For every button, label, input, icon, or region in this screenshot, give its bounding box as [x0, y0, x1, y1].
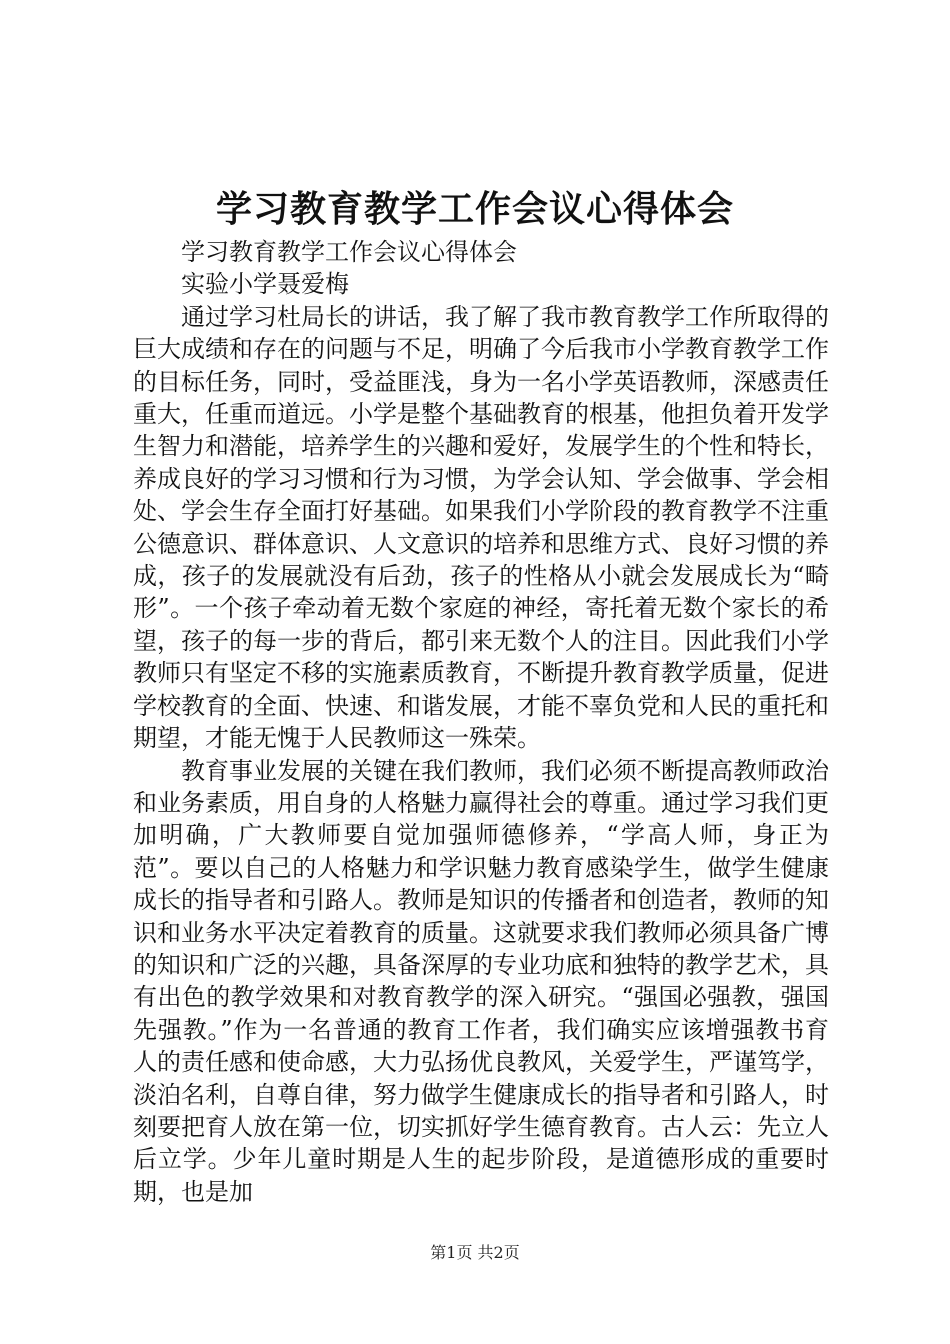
- document-body: [133, 236, 829, 1208]
- author-line: 实验小学聂爱梅: [181, 270, 349, 299]
- page-footer: 第1页 共2页: [430, 1243, 520, 1262]
- document-title: 学习教育教学工作会议心得体会: [215, 188, 734, 230]
- body-paragraph: 教育事业发展的关键在我们教师，我们必须不断提高教师政治和业务素质，用自身的人格魅力赢得社会的尊重。通过学习我们更加明确，广大教师要自觉加强师德修养，“学高人师，身正为范”。要以自己的人格魅力和学识魅力教育感染学生，做学生健康成长的指导者和引路人。教师是知识的传播者和创造者，教师的知识和业务水平决定着教育的质量。这就要求我们教师必须具备广博的知识和广泛的兴趣，具备深厚的专业功底和独特的教学艺术，具有出色的教学效果和对教育教学的深入研究。“强国必强教，强国先强教。”作为一名普通的教育工作者，我们确实应该增强教书育人的责任感和使命感，大力弘扬优良教风，关爱学生，严谨笃学，淡泊名利，自尊自律，努力做学生健康成长的指导者和引路人，时刻要把育人放在第一位，切实抓好学生德育教育。古人云：先立人后立学。少年儿童时期是人生的起步阶段，是道德形成的重要时期，也是加: [133, 756, 829, 1206]
- body-paragraph: 通过学习杜局长的讲话，我了解了我市教育教学工作所取得的巨大成绩和存在的问题与不足，明确了今后我市小学教育教学工作的目标任务，同时，受益匪浅，身为一名小学英语教师，深感责任重大，任重而道远。小学是整个基础教育的根基，他担负着开发学生智力和潜能，培养学生的兴趣和爱好，发展学生的个性和特长，养成良好的学习习惯和行为习惯，为学会认知、学会做事、学会相处、学会生存全面打好基础。如果我们小学阶段的教育教学不注重公德意识、群体意识、人文意识的培养和思维方式、良好习惯的养成，孩子的发展就没有后劲，孩子的性格从小就会发展成长为“畸形”。一个孩子牵动着无数个家庭的神经，寄托着无数个家长的希望，孩子的每一步的背后，都引来无数个人的注目。因此我们小学教师只有坚定不移的实施素质教育，不断提升教育教学质量，促进学校教育的全面、快速、和谐发展，才能不辜负党和人民的重托和期望，才能无愧于人民教师这一殊荣。: [133, 302, 829, 753]
- subtitle-line: 学习教育教学工作会议心得体会: [181, 238, 517, 266]
